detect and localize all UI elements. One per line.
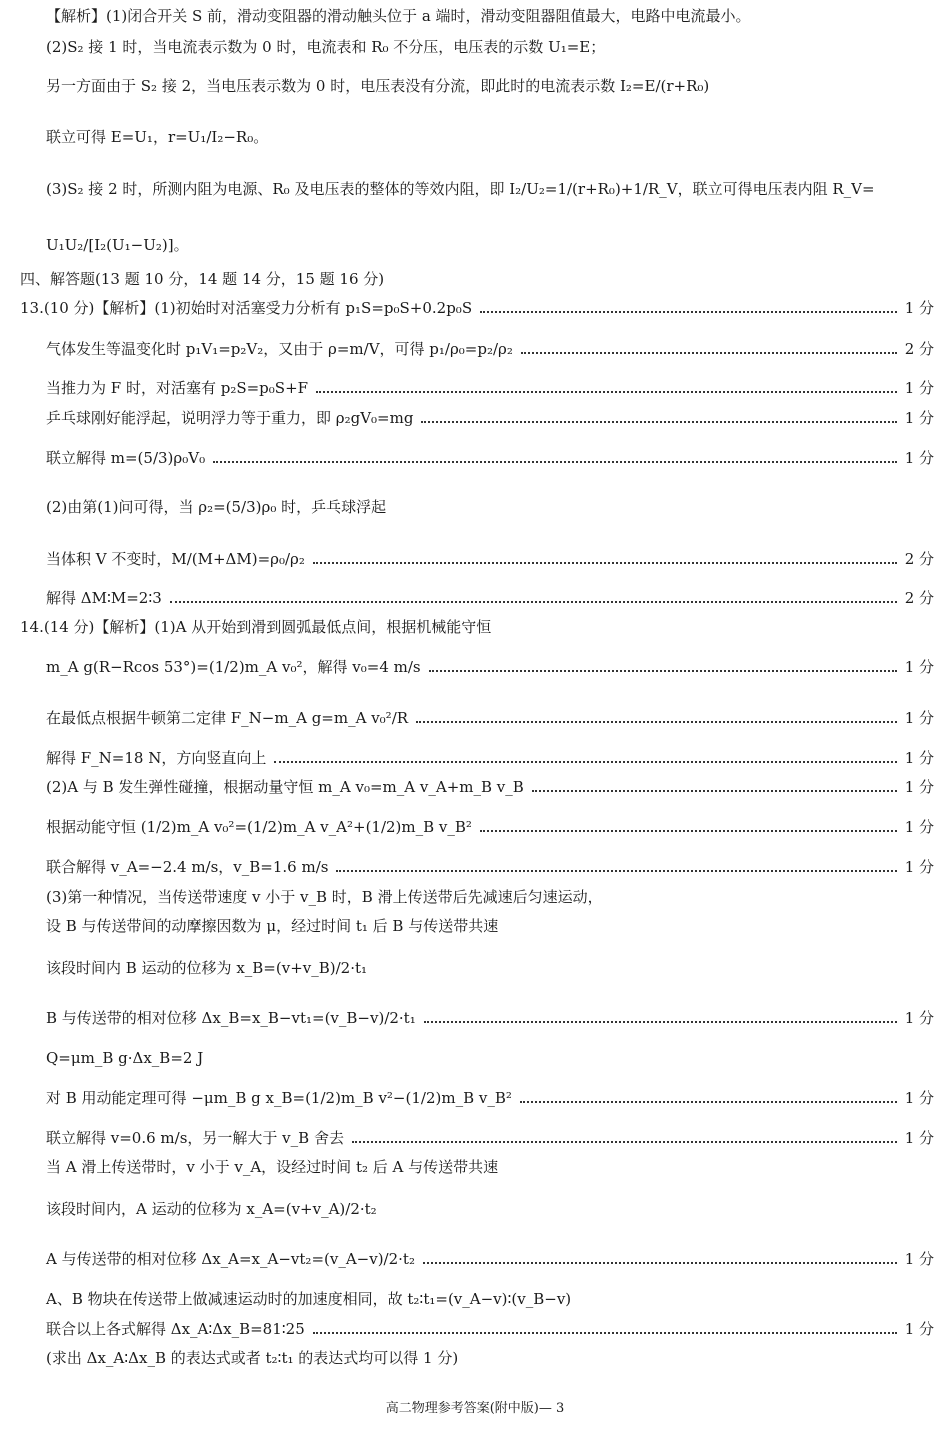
solution-line bbox=[46, 548, 934, 570]
solution-line bbox=[46, 587, 934, 609]
score-label: 1 分 bbox=[904, 749, 934, 767]
line-text: A 与传送带的相对位移 Δx_A=x_A−vt₂=(v_A−v)/2·t₂ bbox=[46, 1250, 415, 1268]
solution-line bbox=[46, 407, 934, 429]
solution-line bbox=[46, 1047, 934, 1069]
solution-line bbox=[46, 1127, 934, 1149]
solution-line bbox=[46, 747, 934, 769]
solution-line bbox=[46, 776, 934, 798]
line-text: 当体积 V 不变时，M/(M+ΔM)=ρ₀/ρ₂ bbox=[46, 550, 305, 568]
score-label: 1 分 bbox=[904, 818, 934, 836]
dot-leader bbox=[352, 1141, 897, 1143]
line-text: 13.(10 分)【解析】(1)初始时对活塞受力分析有 p₁S=p₀S+0.2p₀S bbox=[20, 299, 473, 317]
solution-line bbox=[46, 447, 934, 469]
dot-leader bbox=[423, 1262, 897, 1264]
line-text: 解得 ΔM∶M=2∶3 bbox=[46, 589, 162, 607]
dot-leader bbox=[521, 352, 897, 354]
score-label: 1 分 bbox=[904, 409, 934, 427]
line-text: 乒乓球刚好能浮起，说明浮力等于重力，即 ρ₂gV₀=mg bbox=[46, 409, 414, 427]
line-text: 联合以上各式解得 Δx_A∶Δx_B=81∶25 bbox=[46, 1320, 305, 1338]
line-text: (3)第一种情况，当传送带速度 v 小于 v_B 时，B 滑上传送带后先减速后匀速运动， bbox=[46, 888, 603, 906]
solution-line bbox=[46, 36, 934, 58]
solution-line bbox=[46, 816, 934, 838]
dot-leader bbox=[520, 1101, 897, 1103]
score-label: 1 分 bbox=[904, 449, 934, 467]
line-text: 该段时间内，A 运动的位移为 x_A=(v+v_A)/2·t₂ bbox=[46, 1200, 377, 1218]
line-text: 对 B 用动能定理可得 −μm_B g x_B=(1/2)m_B v²−(1/2)m_B v_B² bbox=[46, 1089, 512, 1107]
question-heading-line bbox=[20, 268, 934, 290]
dot-leader bbox=[316, 391, 897, 393]
line-text: 联立解得 v=0.6 m/s，另一解大于 v_B 舍去 bbox=[46, 1129, 344, 1147]
solution-line bbox=[46, 886, 934, 908]
solution-line bbox=[46, 1198, 934, 1220]
line-text: A、B 物块在传送带上做减速运动时的加速度相同，故 t₂∶t₁=(v_A−v)∶(v_B−v) bbox=[46, 1290, 572, 1308]
solution-line bbox=[46, 1087, 934, 1109]
solution-line bbox=[46, 1156, 934, 1178]
dot-leader bbox=[424, 1021, 897, 1023]
score-label: 1 分 bbox=[904, 299, 934, 317]
score-label: 1 分 bbox=[904, 1320, 934, 1338]
solution-line bbox=[46, 856, 934, 878]
dot-leader bbox=[421, 421, 896, 423]
line-text: (3)S₂ 接 2 时，所测内阻为电源、R₀ 及电压表的整体的等效内阻，即 I₂/U₂=1/(r+R₀)+1/R_V，联立可得电压表内阻 R_V= bbox=[46, 180, 875, 198]
score-label: 2 分 bbox=[904, 340, 934, 358]
solution-line bbox=[46, 126, 934, 148]
solution-line bbox=[46, 707, 934, 729]
solution-line bbox=[46, 5, 934, 27]
solution-line bbox=[46, 957, 934, 979]
dot-leader bbox=[313, 1332, 897, 1334]
score-label: 1 分 bbox=[904, 1129, 934, 1147]
line-text: 联立解得 m=(5/3)ρ₀V₀ bbox=[46, 449, 206, 467]
dot-leader bbox=[313, 562, 897, 564]
question-heading-line bbox=[20, 297, 934, 319]
question-heading-line bbox=[20, 616, 934, 638]
line-text: 气体发生等温变化时 p₁V₁=p₂V₂，又由于 ρ=m/V，可得 p₁/ρ₀=p₂/ρ₂ bbox=[46, 340, 513, 358]
dot-leader bbox=[213, 461, 897, 463]
dot-leader bbox=[274, 761, 896, 763]
score-label: 1 分 bbox=[904, 778, 934, 796]
score-label: 1 分 bbox=[904, 1250, 934, 1268]
line-text: 设 B 与传送带间的动摩擦因数为 μ，经过时间 t₁ 后 B 与传送带共速 bbox=[46, 917, 499, 935]
solution-line bbox=[46, 915, 934, 937]
solution-line bbox=[46, 1347, 934, 1369]
solution-line bbox=[46, 1288, 934, 1310]
solution-line bbox=[46, 178, 934, 200]
line-text: 【解析】(1)闭合开关 S 前，滑动变阻器的滑动触头位于 a 端时，滑动变阻器阻值最大，电路中电流最小。 bbox=[46, 7, 751, 25]
dot-leader bbox=[170, 601, 897, 603]
line-text: 解得 F_N=18 N，方向竖直向上 bbox=[46, 749, 267, 767]
line-text: 当推力为 F 时，对活塞有 p₂S=p₀S+F bbox=[46, 379, 309, 397]
line-text: (2)A 与 B 发生弹性碰撞，根据动量守恒 m_A v₀=m_A v_A+m_B v_B bbox=[46, 778, 524, 796]
line-text: 四、解答题(13 题 10 分，14 题 14 分，15 题 16 分) bbox=[20, 270, 385, 288]
solution-line bbox=[46, 75, 934, 97]
score-label: 2 分 bbox=[904, 589, 934, 607]
dot-leader bbox=[416, 721, 897, 723]
solution-line bbox=[46, 1248, 934, 1270]
solution-line bbox=[46, 1318, 934, 1340]
score-label: 2 分 bbox=[904, 550, 934, 568]
line-text: 该段时间内 B 运动的位移为 x_B=(v+v_B)/2·t₁ bbox=[46, 959, 368, 977]
solution-line bbox=[46, 234, 934, 256]
line-text: (2)由第(1)问可得，当 ρ₂=(5/3)ρ₀ 时，乒乓球浮起 bbox=[46, 498, 387, 516]
line-text: 另一方面由于 S₂ 接 2，当电压表示数为 0 时，电压表没有分流，即此时的电流表示数 I₂=E/(r+R₀) bbox=[46, 77, 710, 95]
line-text: 当 A 滑上传送带时，v 小于 v_A，设经过时间 t₂ 后 A 与传送带共速 bbox=[46, 1158, 499, 1176]
score-label: 1 分 bbox=[904, 709, 934, 727]
dot-leader bbox=[336, 870, 896, 872]
score-label: 1 分 bbox=[904, 1089, 934, 1107]
dot-leader bbox=[480, 311, 897, 313]
line-text: U₁U₂/[I₂(U₁−U₂)]。 bbox=[46, 236, 189, 254]
line-text: (求出 Δx_A∶Δx_B 的表达式或者 t₂∶t₁ 的表达式均可以得 1 分) bbox=[46, 1349, 459, 1367]
line-text: 在最低点根据牛顿第二定律 F_N−m_A g=m_A v₀²/R bbox=[46, 709, 409, 727]
line-text: 根据动能守恒 (1/2)m_A v₀²=(1/2)m_A v_A²+(1/2)m_B v_B² bbox=[46, 818, 472, 836]
score-label: 1 分 bbox=[904, 379, 934, 397]
line-text: B 与传送带的相对位移 Δx_B=x_B−vt₁=(v_B−v)/2·t₁ bbox=[46, 1009, 416, 1027]
line-text: 14.(14 分)【解析】(1)A 从开始到滑到圆弧最低点间，根据机械能守恒 bbox=[20, 618, 492, 636]
score-label: 1 分 bbox=[904, 1009, 934, 1027]
page-footer: 高二物理参考答案(附中版)— 3 bbox=[385, 1401, 565, 1416]
line-text: 联合解得 v_A=−2.4 m/s，v_B=1.6 m/s bbox=[46, 858, 329, 876]
solution-line bbox=[46, 656, 934, 678]
line-text: (2)S₂ 接 1 时，当电流表示数为 0 时，电流表和 R₀ 不分压，电压表的示数 U₁=E； bbox=[46, 38, 606, 56]
line-text: m_A g(R−Rcos 53°)=(1/2)m_A v₀²，解得 v₀=4 m/s bbox=[46, 658, 421, 676]
dot-leader bbox=[429, 670, 897, 672]
dot-leader bbox=[480, 830, 897, 832]
score-label: 1 分 bbox=[904, 658, 934, 676]
solution-line bbox=[46, 338, 934, 360]
dot-leader bbox=[532, 790, 897, 792]
line-text: Q=μm_B g·Δx_B=2 J bbox=[46, 1049, 204, 1067]
score-label: 1 分 bbox=[904, 858, 934, 876]
line-text: 联立可得 E=U₁，r=U₁/I₂−R₀。 bbox=[46, 128, 269, 146]
solution-line bbox=[46, 1007, 934, 1029]
solution-line bbox=[46, 496, 934, 518]
solution-line bbox=[46, 377, 934, 399]
